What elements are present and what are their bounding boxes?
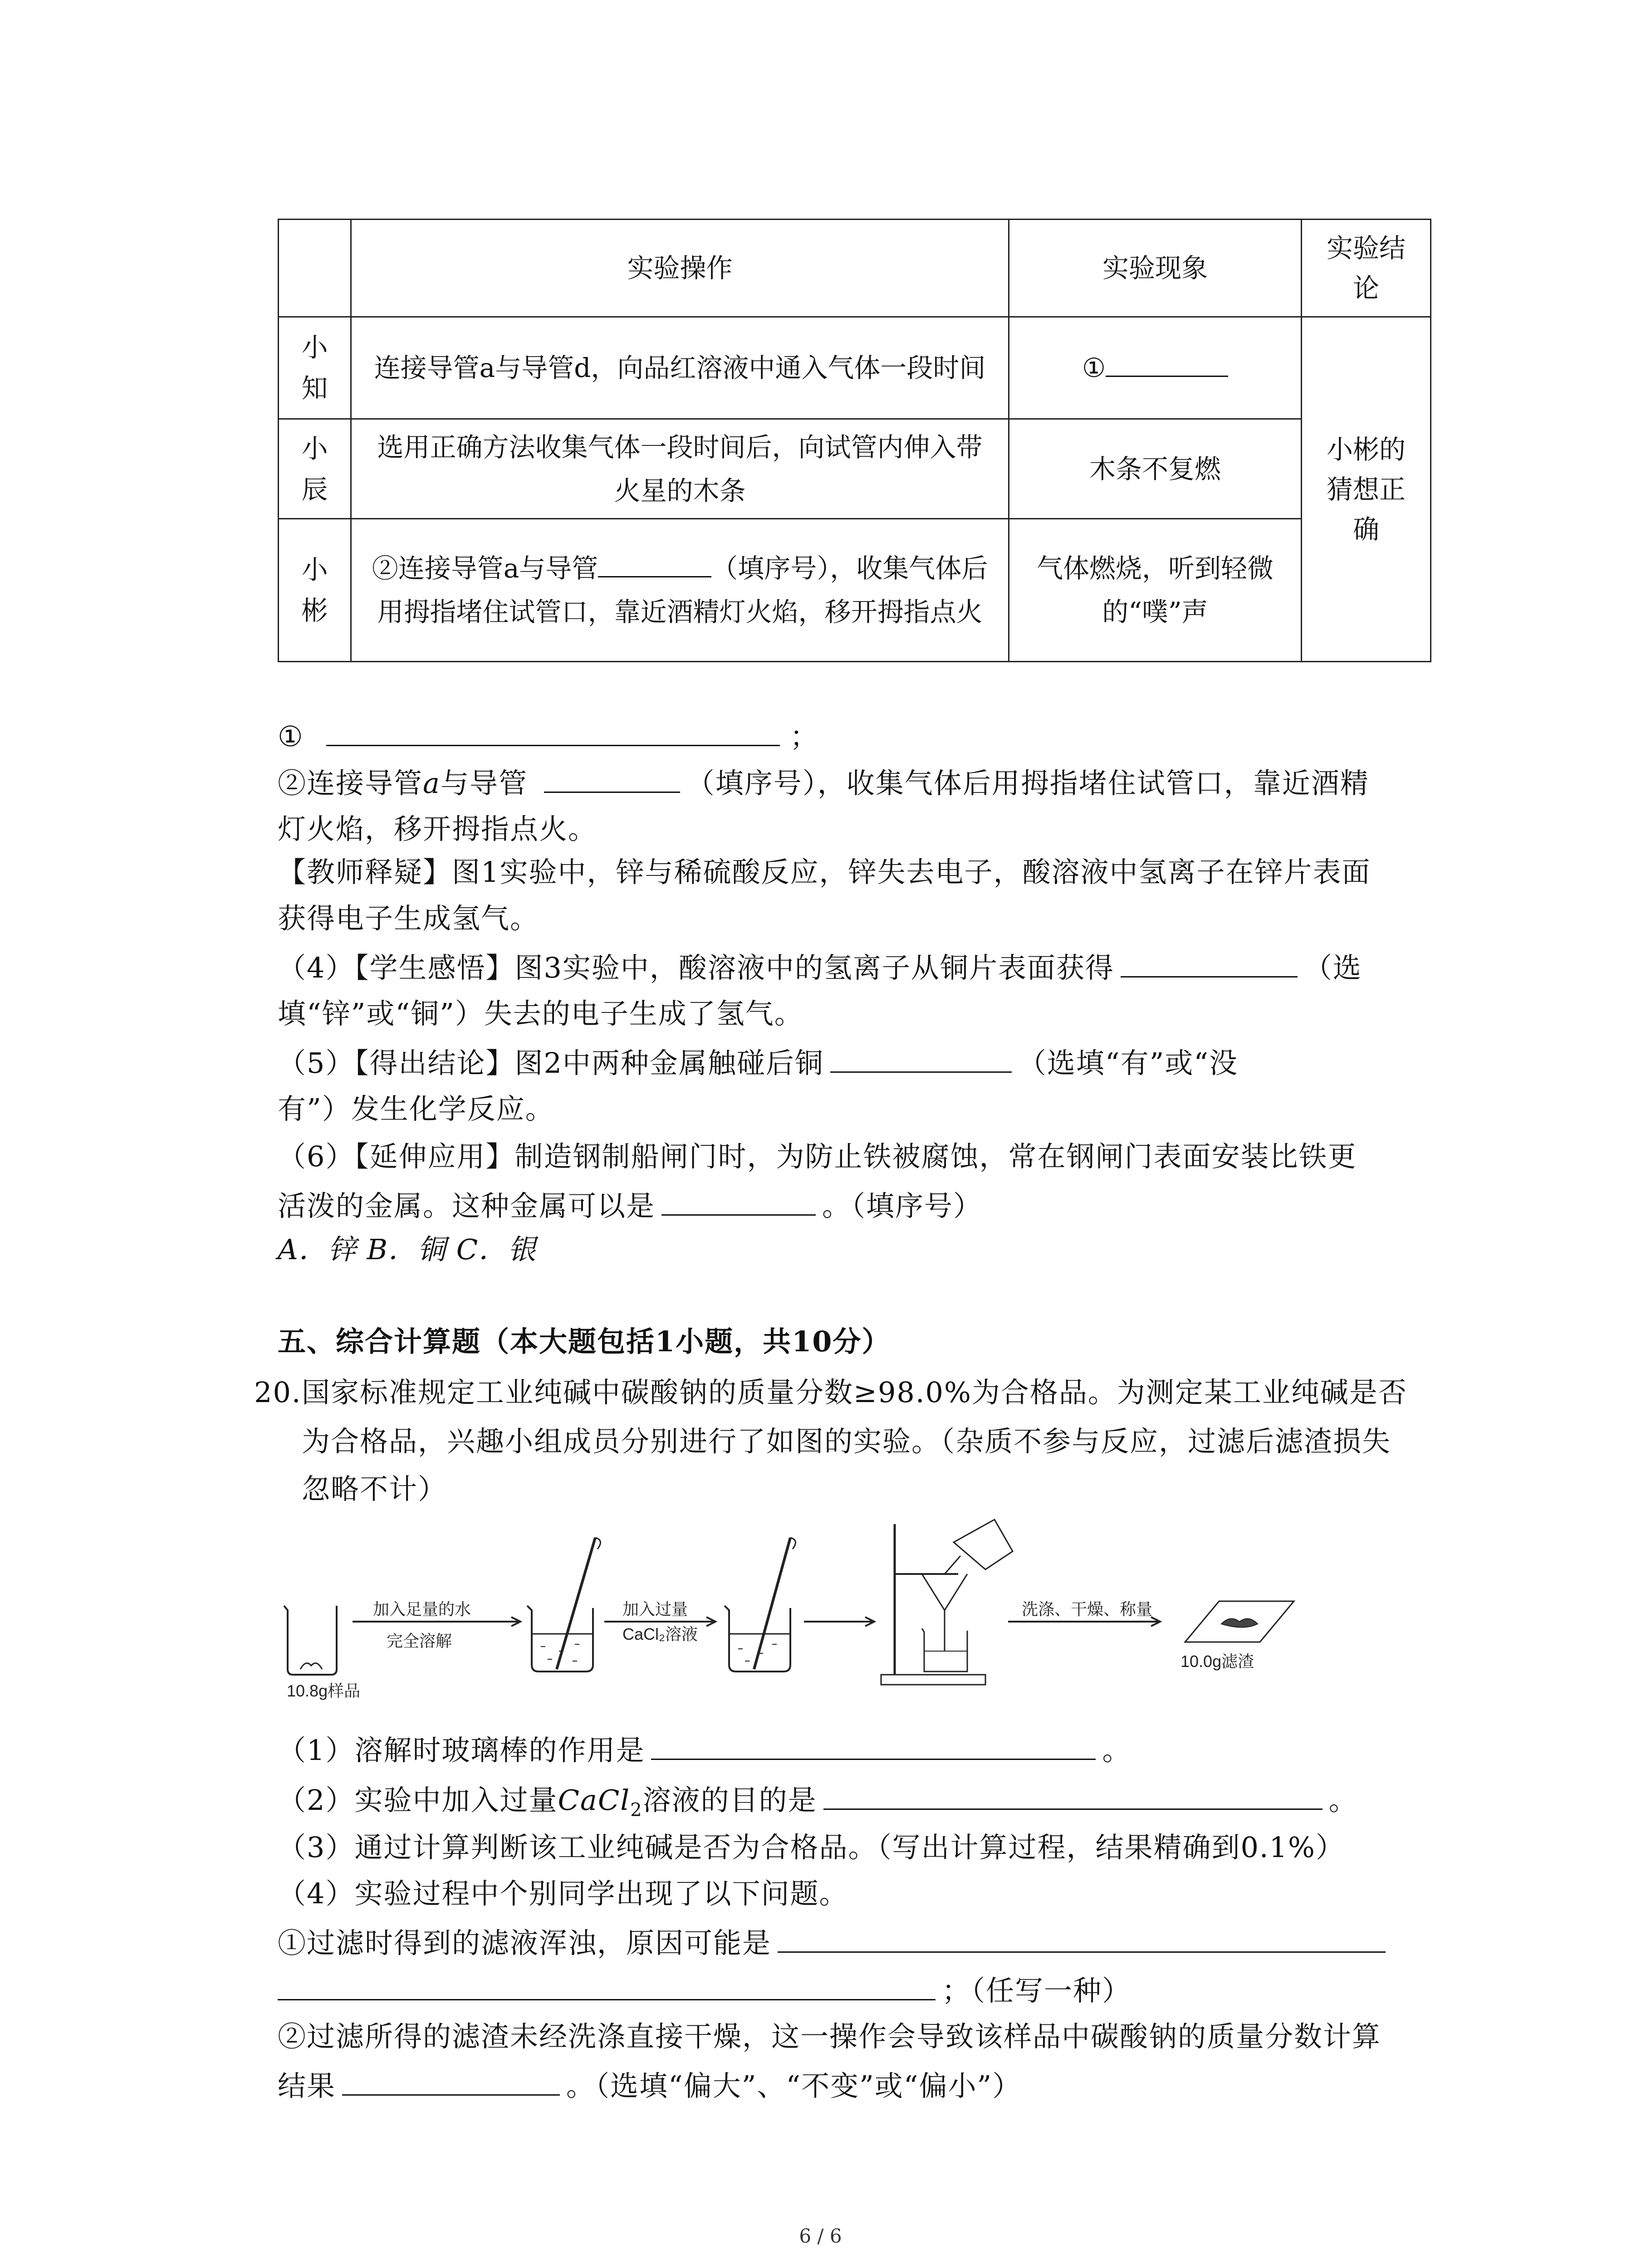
answer-2-blank[interactable] <box>544 763 680 793</box>
phenomenon-cell: 气体燃烧，听到轻微的“噗”声 <box>1009 519 1302 662</box>
teacher-explanation-line-1: 【教师释疑】图1实验中，锌与稀硫酸反应，锌失去电子，酸溶液中氢离子在锌片表面 <box>278 855 1371 889</box>
sub-question-1-blank[interactable] <box>651 1730 1096 1760</box>
sub-question-4b-end: 。（选填“偏大”、“不变”或“偏小”） <box>566 2069 1022 2102</box>
sub-question-2 <box>278 1780 1358 1828</box>
person-cell: 小知 <box>279 317 351 419</box>
question-5-text: （5）【得出结论】图2中两种金属触碰后铜 <box>278 1046 824 1080</box>
question-4-line-1 <box>278 948 1362 986</box>
question-20-line-3: 忽略不计） <box>302 1472 447 1505</box>
formula-cacl: CaCl <box>558 1784 631 1817</box>
answer-2-prefix: ②连接导管 <box>278 767 423 800</box>
question-6-text-post: 。（填序号） <box>822 1189 983 1222</box>
sub-question-2-mid: 溶液的目的是 <box>642 1784 817 1817</box>
question-4-blank[interactable] <box>1121 948 1298 978</box>
sub-question-1 <box>278 1730 1131 1769</box>
teacher-explanation-line-2: 获得电子生成氢气。 <box>278 902 539 935</box>
sub-question-1-end: 。 <box>1102 1734 1132 1767</box>
sub-question-4b-line-1: ②过滤所得的滤渣未经洗涤直接干燥，这一操作会导致该样品中碳酸钠的质量分数计算 <box>278 2020 1381 2053</box>
header-cell-conclusion: 实验结论 <box>1302 220 1431 317</box>
step-2-label-top: 加入过量 <box>622 1600 688 1618</box>
question-5-blank[interactable] <box>830 1043 1012 1073</box>
answer-1-suffix: ； <box>790 720 819 753</box>
question-5-text-post: （选填“有”或“没 <box>1018 1046 1238 1080</box>
sub-question-1-text: （1）溶解时玻璃棒的作用是 <box>278 1734 645 1767</box>
question-4-text-post: （选 <box>1303 951 1362 984</box>
beaker-water-icon <box>527 1538 600 1672</box>
residue-paper-icon <box>1185 1601 1294 1642</box>
question-4-line-2: 填“锌”或“铜”）失去的电子生成了氢气。 <box>278 997 803 1030</box>
question-4-text: （4）【学生感悟】图3实验中，酸溶液中的氢离子从铜片表面获得 <box>278 951 1114 984</box>
section-5-heading: 五、综合计算题（本大题包括1小题，共10分） <box>278 1325 891 1358</box>
sub-question-3: （3）通过计算判断该工业纯碱是否为合格品。（写出计算过程，结果精确到0.1%） <box>278 1831 1345 1864</box>
page-number: 6 / 6 <box>799 2225 842 2247</box>
experiment-table <box>278 219 1431 662</box>
table-row <box>279 519 1431 662</box>
table-header-row <box>279 220 1431 317</box>
step-3-label: 洗涤、干燥、称量 <box>1022 1600 1153 1618</box>
question-6-text: 活泼的金属。这种金属可以是 <box>278 1189 656 1222</box>
experiment-figure <box>278 1515 1303 1715</box>
header-cell-operation: 实验操作 <box>351 220 1009 317</box>
step-1-label-top: 加入足量的水 <box>373 1600 471 1618</box>
conclusion-cell: 小彬的猜想正确 <box>1302 317 1431 662</box>
phenomenon-blank-label: ① <box>1082 352 1106 383</box>
operation-text-post: （填序号），收集气体后用拇指堵住试管口，靠近酒精灯火焰，移开拇指点火 <box>377 553 988 627</box>
question-5-line-2: 有”）发生化学反应。 <box>278 1092 554 1125</box>
operation-cell: 选用正确方法收集气体一段时间后，向试管内伸入带火星的木条 <box>351 419 1009 519</box>
sub-question-4b-line-2 <box>278 2066 1021 2104</box>
step-2-label-bottom: CaCl₂溶液 <box>622 1625 698 1643</box>
beaker-precipitate-icon <box>725 1538 795 1672</box>
sub-question-4a-text: ①过滤时得到的滤液浑浊，原因可能是 <box>278 1926 772 1960</box>
operation-cell <box>351 519 1009 662</box>
answer-line-2b: 灯火焰，移开拇指点火。 <box>278 812 598 846</box>
formula-subscript: 2 <box>630 1799 643 1821</box>
header-cell-phenomenon: 实验现象 <box>1009 220 1302 317</box>
answer-1-label: ① <box>278 720 304 753</box>
sub-question-4a-line-2 <box>278 1971 1131 2009</box>
sub-question-4b-text: 结果 <box>278 2069 336 2102</box>
operation-cell: 连接导管a与导管d，向品红溶液中通入气体一段时间 <box>351 317 1009 419</box>
question-20-number: 20. <box>254 1376 302 1409</box>
sub-question-4a-line-1 <box>278 1923 1386 1961</box>
question-20-line-1: 国家标准规定工业纯碱中碳酸钠的质量分数≥98.0%为合格品。为测定某工业纯碱是否 <box>302 1376 1407 1409</box>
sub-question-4a-blank-2[interactable] <box>278 1971 936 2000</box>
header-cell-empty <box>279 220 351 317</box>
step-1-label-bottom: 完全溶解 <box>387 1632 452 1650</box>
sample-label: 10.8g样品 <box>287 1681 361 1700</box>
question-6-line-2 <box>278 1186 982 1224</box>
question-5-line-1 <box>278 1043 1238 1081</box>
answer-2-mid: 与导管 <box>440 767 528 800</box>
sub-question-2-text: （2）实验中加入过量 <box>278 1784 558 1817</box>
question-6-blank[interactable] <box>661 1186 816 1216</box>
question-20-line-2: 为合格品，兴趣小组成员分别进行了如图的实验。（杂质不参与反应，过滤后滤渣损失 <box>302 1425 1391 1458</box>
answer-2-var: a <box>423 767 441 800</box>
answer-line-1 <box>278 717 819 755</box>
answer-blank-1[interactable] <box>1106 349 1228 377</box>
residue-label: 10.0g滤渣 <box>1181 1652 1254 1671</box>
question-6-line-1: （6）【延伸应用】制造钢制船闸门时，为防止铁被腐蚀，常在钢闸门表面安装比铁更 <box>278 1140 1357 1173</box>
sub-question-2-end: 。 <box>1328 1784 1358 1817</box>
beaker-sample-icon <box>284 1606 337 1675</box>
answer-1-blank[interactable] <box>326 717 780 746</box>
operation-text-pre: ②连接导管a与导管 <box>372 553 598 584</box>
filtration-apparatus-icon <box>881 1520 1013 1685</box>
table-row <box>279 419 1431 519</box>
table-row <box>279 317 1431 419</box>
sub-question-4a-blank-1[interactable] <box>778 1923 1386 1953</box>
phenomenon-cell <box>1009 317 1302 419</box>
sub-question-4b-blank[interactable] <box>342 2066 560 2096</box>
question-6-options: A．锌 B．铜 C．银 <box>278 1233 537 1266</box>
sub-question-4: （4）实验过程中个别同学出现了以下问题。 <box>278 1877 848 1910</box>
answer-line-2 <box>278 763 1369 802</box>
answer-2-suffix: （填序号），收集气体后用拇指堵住试管口，靠近酒精 <box>686 767 1369 800</box>
person-cell: 小彬 <box>279 519 351 662</box>
sub-question-4a-end: ；（任写一种） <box>942 1974 1132 2007</box>
person-cell: 小辰 <box>279 419 351 519</box>
answer-blank-2[interactable] <box>598 550 711 577</box>
phenomenon-cell: 木条不复燃 <box>1009 419 1302 519</box>
sub-question-2-blank[interactable] <box>823 1780 1323 1810</box>
